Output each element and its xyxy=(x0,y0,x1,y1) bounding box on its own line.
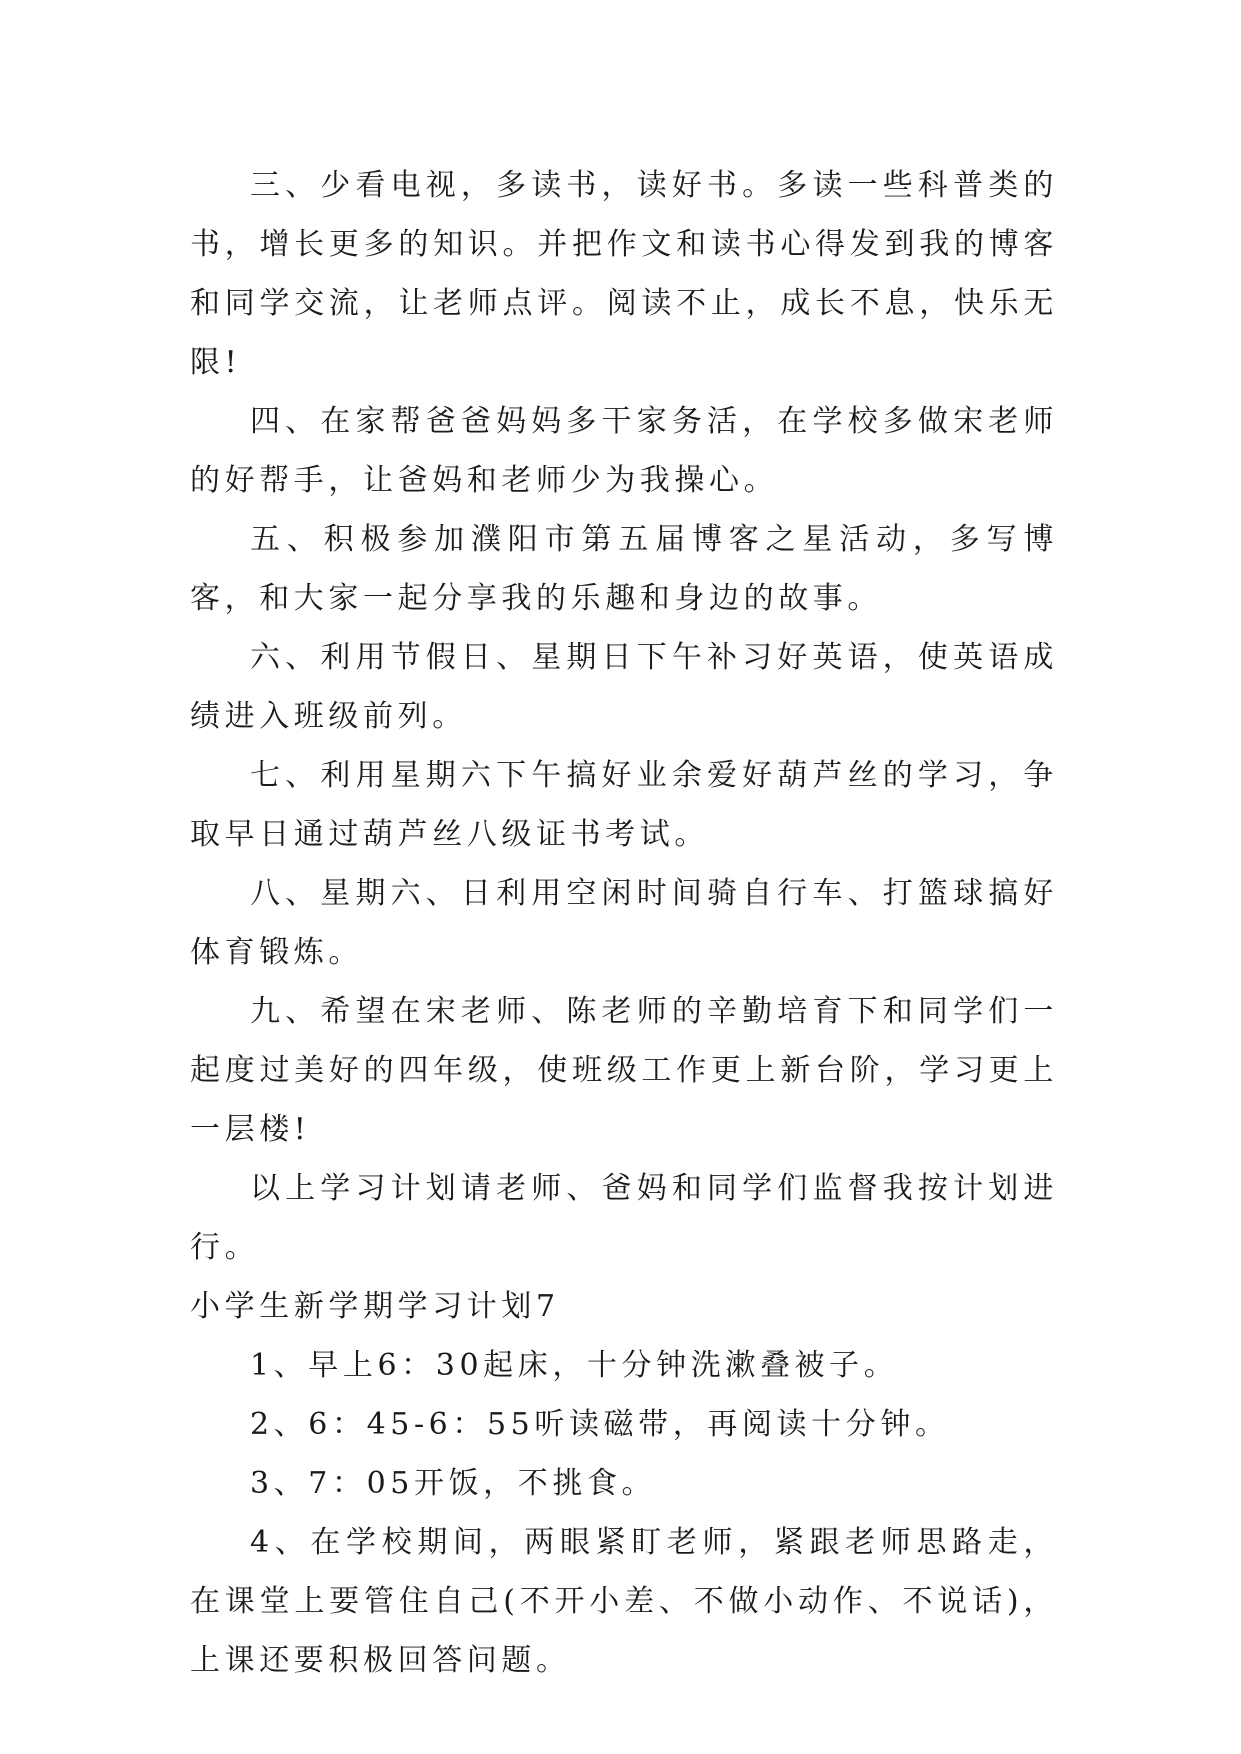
plan-item-3: 3、7：05开饭，不挑食。 xyxy=(250,1466,657,1501)
paragraph-seven: 七、利用星期六下午搞好业余爱好葫芦丝的学习，争取早日通过葫芦丝八级证书考试。 xyxy=(190,758,1058,852)
document-body xyxy=(190,156,1058,1690)
paragraph-five: 五、积极参加濮阳市第五届博客之星活动，多写博客，和大家一起分享我的乐趣和身边的故事。 xyxy=(190,522,1058,616)
paragraph-nine: 九、希望在宋老师、陈老师的辛勤培育下和同学们一起度过美好的四年级，使班级工作更上新台阶，学习更上一层楼! xyxy=(190,994,1058,1147)
paragraph-three: 三、少看电视，多读书，读好书。多读一些科普类的书，增长更多的知识。并把作文和读书心得发到我的博客和同学交流，让老师点评。阅读不止，成长不息，快乐无限! xyxy=(190,168,1058,380)
plan-item-4: 4、在学校期间，两眼紧盯老师，紧跟老师思路走，在课堂上要管住自己(不开小差、不做小动作、不说话)，上课还要积极回答问题。 xyxy=(190,1525,1058,1678)
plan-item-1: 1、早上6：30起床，十分钟洗漱叠被子。 xyxy=(250,1348,899,1383)
paragraph-four: 四、在家帮爸爸妈妈多干家务活，在学校多做宋老师的好帮手，让爸妈和老师少为我操心。 xyxy=(190,404,1058,498)
paragraph-eight: 八、星期六、日利用空闲时间骑自行车、打篮球搞好体育锻炼。 xyxy=(190,876,1058,970)
paragraph-six: 六、利用节假日、星期日下午补习好英语，使英语成绩进入班级前列。 xyxy=(190,640,1058,734)
plan-item-2: 2、6：45-6：55听读磁带，再阅读十分钟。 xyxy=(250,1407,950,1442)
section-title: 小学生新学期学习计划7 xyxy=(190,1289,560,1324)
paragraph-closing: 以上学习计划请老师、爸妈和同学们监督我按计划进行。 xyxy=(190,1171,1058,1265)
